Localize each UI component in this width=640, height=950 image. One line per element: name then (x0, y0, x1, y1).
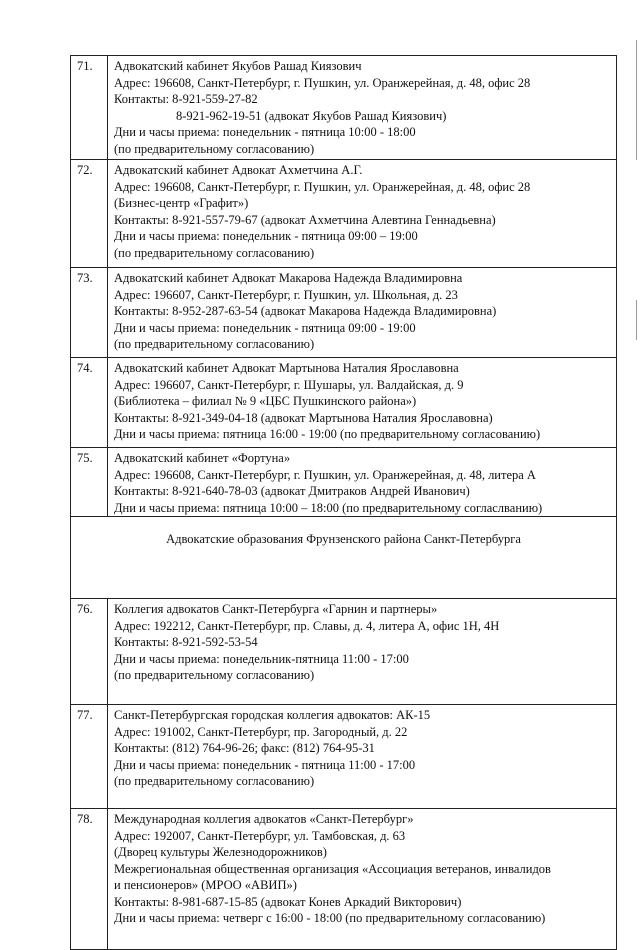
entry-details (108, 160, 617, 268)
entry-contacts: Контакты: 8-921-349-04-18 (адвокат Мартынова Наталия Ярославовна) (114, 410, 493, 425)
entry-title: Коллегия адвокатов Санкт-Петербурга «Гарнин и партнеры» (114, 602, 438, 616)
entry-note: (по предварительному согласованию) (114, 141, 315, 156)
entry-address: Адрес: 196608, Санкт-Петербург, г. Пушкин, ул. Оранжерейная, д. 48, офис 28 (114, 179, 531, 194)
entry-number: 78. (71, 809, 108, 950)
entry-hours: Дни и часы приема: понедельник-пятница 11:00 - 17:00 (114, 651, 409, 666)
entry-details (108, 56, 617, 160)
entry-address: Адрес: 196607, Санкт-Петербург, г. Пушкин, ул. Школьная, д. 23 (114, 287, 458, 302)
entry-address: Адрес: 191002, Санкт-Петербург, пр. Загородный, д. 22 (114, 724, 408, 739)
entry-number: 76. (71, 599, 108, 705)
table-row (71, 809, 617, 950)
entry-address: Адрес: 192007, Санкт-Петербург, ул. Тамбовская, д. 63 (114, 828, 406, 843)
entry-details (108, 705, 617, 809)
entry-note: (по предварительному согласованию) (114, 668, 315, 682)
entry-contacts: Контакты: 8-981-687-15-85 (адвокат Конев Аркадий Викторович) (114, 894, 462, 909)
entry-title: Адвокатский кабинет Адвокат Мартынова Наталия Ярославовна (114, 361, 459, 375)
entry-address-extra: (Дворец культуры Железнодорожников) (114, 845, 327, 859)
entry-contacts: Контакты: 8-921-557-79-67 (адвокат Ахметчина Алевтина Геннадьевна) (114, 212, 496, 227)
entry-details (108, 448, 617, 517)
entry-title: Адвокатский кабинет Адвокат Ахметчина А.Г. (114, 163, 363, 177)
entry-title: Адвокатский кабинет Якубов Рашад Киязович (114, 59, 362, 73)
entry-address: Адрес: 196607, Санкт-Петербург, г. Шушары, ул. Валдайская, д. 9 (114, 377, 464, 392)
entry-note: (по предварительному согласованию) (114, 337, 315, 351)
entry-address: Адрес: 196608, Санкт-Петербург, г. Пушкин, ул. Оранжерейная, д. 48, литера А (114, 467, 536, 482)
entry-address: Адрес: 192212, Санкт-Петербург, пр. Славы, д. 4, литера А, офис 1Н, 4Н (114, 618, 500, 633)
entry-hours: Дни и часы приема: понедельник - пятница 11:00 - 17:00 (114, 757, 416, 772)
entry-contacts-extra: 8-921-962-19-51 (адвокат Якубов Рашад Киязович) (176, 108, 447, 123)
entry-hours: Дни и часы приема: понедельник - пятница 09:00 - 19:00 (114, 320, 416, 335)
scan-edge-mark (636, 300, 637, 340)
section-heading: Адвокатские образования Фрунзенского района Санкт-Петербурга (71, 517, 617, 599)
entry-number: 74. (71, 358, 108, 448)
entry-organization-cont: и пенсионеров» (МРОО «АВИП») (114, 878, 297, 892)
lawyers-table (70, 55, 617, 950)
entry-details (108, 809, 617, 950)
entry-title: Санкт-Петербургская городская коллегия адвокатов: АК-15 (114, 708, 431, 722)
entry-contacts: Контакты: 8-921-559-27-82 (114, 92, 258, 106)
table-row (71, 268, 617, 358)
scan-edge-mark (636, 40, 637, 160)
table-row (71, 160, 617, 268)
table-row (71, 599, 617, 705)
entry-organization: Межрегиональная общественная организация «Ассоциация ветеранов, инвалидов (114, 861, 551, 876)
entry-title: Международная коллегия адвокатов «Санкт-Петербург» (114, 812, 414, 826)
entry-details (108, 599, 617, 705)
entry-hours: Дни и часы приема: пятница 16:00 - 19:00 (по предварительному согласованию) (114, 427, 541, 441)
table-row (71, 358, 617, 448)
entry-note: (по предварительному согласованию) (114, 245, 315, 260)
entry-title: Адвокатский кабинет Адвокат Макарова Надежда Владимировна (114, 271, 463, 285)
entry-details (108, 268, 617, 358)
entry-hours: Дни и часы приема: понедельник - пятница 10:00 - 18:00 (114, 125, 416, 139)
entry-address-extra: (Бизнес-центр «Графит») (114, 196, 249, 210)
entry-hours: Дни и часы приема: пятница 10:00 – 18:00 (по предварительному согласлванию) (114, 500, 543, 515)
entry-note: (по предварительному согласованию) (114, 774, 315, 788)
entry-number: 77. (71, 705, 108, 809)
entry-hours: Дни и часы приема: понедельник - пятница 09:00 – 19:00 (114, 229, 418, 243)
section-row (71, 517, 617, 599)
entry-hours: Дни и часы приема: четверг с 16:00 - 18:00 (по предварительному согласованию) (114, 911, 546, 925)
entry-contacts: Контакты: 8-921-592-53-54 (114, 635, 258, 649)
entry-number: 71. (71, 56, 108, 160)
entry-contacts: Контакты: 8-921-640-78-03 (адвокат Дмитраков Андрей Иванович) (114, 484, 470, 498)
table-row (71, 448, 617, 517)
table-row (71, 705, 617, 809)
entry-details (108, 358, 617, 448)
entry-address-extra: (Библиотека – филиал № 9 «ЦБС Пушкинского района») (114, 394, 417, 408)
entry-number: 75. (71, 448, 108, 517)
entry-contacts: Контакты: (812) 764-96-26; факс: (812) 764-95-31 (114, 741, 375, 755)
entry-title: Адвокатский кабинет «Фортуна» (114, 451, 291, 465)
entry-contacts: Контакты: 8-952-287-63-54 (адвокат Макарова Надежда Владимировна) (114, 304, 497, 318)
entry-number: 72. (71, 160, 108, 268)
entry-address: Адрес: 196608, Санкт-Петербург, г. Пушкин, ул. Оранжерейная, д. 48, офис 28 (114, 75, 531, 90)
table-row (71, 56, 617, 160)
entry-number: 73. (71, 268, 108, 358)
